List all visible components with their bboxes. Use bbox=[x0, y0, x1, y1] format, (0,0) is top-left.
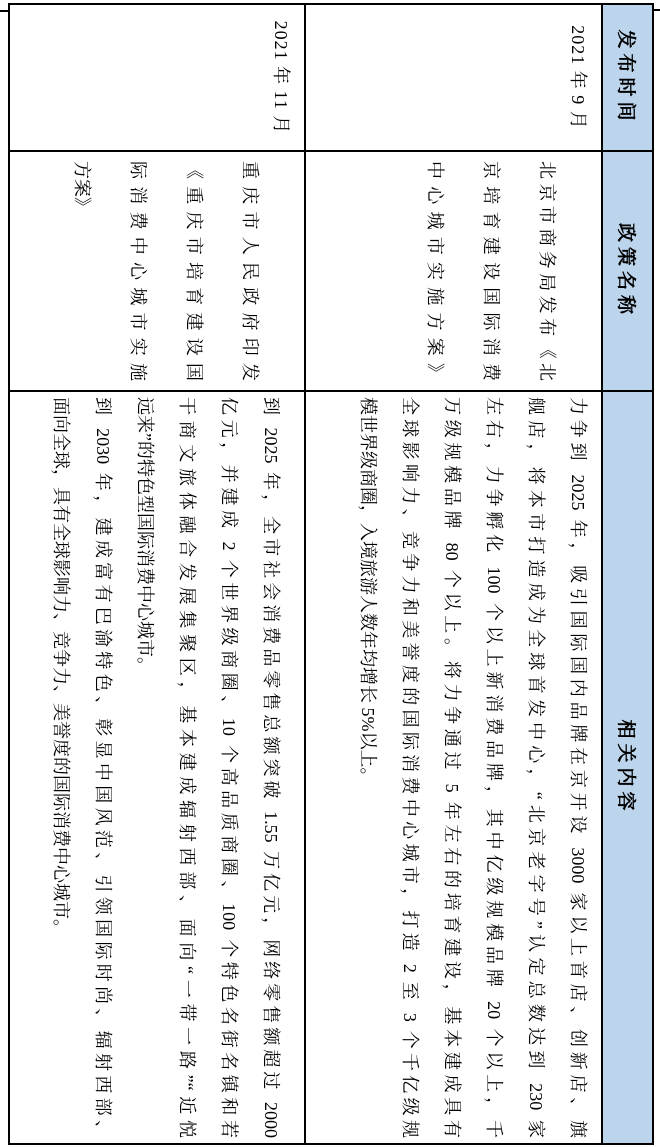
text-line: 际消费中心城市实施 bbox=[128, 161, 148, 381]
text-line: 干商文旅体融合发展集聚区，基本建成辐射西部、面向“一带一路”“近悦 bbox=[177, 397, 197, 1138]
table-row bbox=[9, 4, 305, 1144]
header-related-content: 相关内容 bbox=[602, 391, 653, 1144]
text-line: 万级规模品牌 80 个以上。将力争通过 5 年左右的培育建设，基本建成具有 bbox=[442, 397, 462, 1138]
text-line: 面向全球，具有全球影响力、竞争力、美誉度的国际消费中心城市。 bbox=[51, 397, 71, 937]
cell-related-content-beijing bbox=[305, 391, 602, 1144]
cell-policy-name-beijing bbox=[305, 151, 602, 391]
policy-table bbox=[8, 3, 654, 1145]
text-line: 到 2030 年，建成富有巴渝特色、彰显中国风范、引领国际时尚、辐射西部、 bbox=[93, 397, 113, 1138]
text-line: 力争到 2025 年，吸引国际国内品牌在京开设 3000 家以上首店、创新店、旗 bbox=[568, 397, 588, 1138]
text-line: 全球影响力、竞争力和美誉度的国际消费中心城市，打造 2 至 3 个千亿级规 bbox=[400, 397, 420, 1138]
text-line: 左右，力争孵化 100 个以上新消费品牌，其中亿级规模品牌 20 个以上，千 bbox=[484, 397, 504, 1138]
text-line: 京培育建设国际消费 bbox=[481, 161, 501, 381]
text-line: 方案》 bbox=[72, 161, 92, 215]
text-line: 《重庆市培育建设国 bbox=[184, 161, 204, 381]
text-line: 重庆市人民政府印发 bbox=[240, 161, 260, 381]
header-policy-name: 政策名称 bbox=[602, 151, 653, 391]
text-line: 北京市商务局发布《北 bbox=[537, 161, 557, 381]
text-line: 远来”的特色型国际消费中心城市。 bbox=[135, 397, 155, 675]
text-line: 亿元，并建成 2 个世界级商圈、10 个高品质商圈、100 个特色名街名镇和若 bbox=[219, 397, 239, 1138]
text-line: 模世界级商圈，入境旅游人数年均增长 5%以上。 bbox=[358, 397, 378, 786]
cell-publish-time-beijing: 2021 年 9 月 bbox=[305, 4, 602, 151]
rotated-table-container bbox=[10, 3, 654, 1143]
cell-publish-time-chongqing: 2021 年 11 月 bbox=[9, 4, 305, 151]
header-publish-time: 发布时间 bbox=[602, 4, 653, 151]
text-line: 中心城市实施方案》 bbox=[425, 161, 445, 381]
text-line: 舰店，将本市打造成为全球首发中心，“北京老字号”认定总数达到 230 家 bbox=[526, 397, 546, 1138]
table-header-row bbox=[602, 4, 653, 1144]
cell-policy-name-chongqing bbox=[9, 151, 305, 391]
table-row bbox=[305, 4, 602, 1144]
cell-related-content-chongqing bbox=[9, 391, 305, 1144]
text-line: 到 2025 年，全市社会消费品零售总额突破 1.55 万亿元，网络零售额超过 2000 bbox=[261, 397, 281, 1138]
